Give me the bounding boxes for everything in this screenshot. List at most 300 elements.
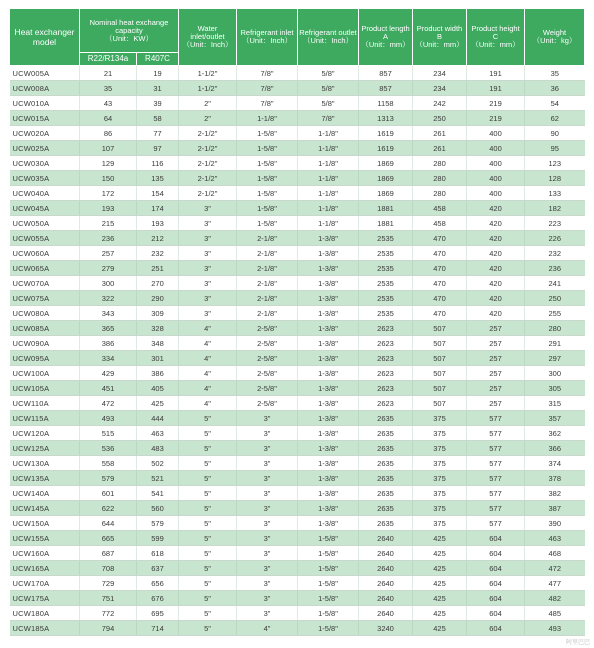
cell-width: 425 (413, 591, 467, 606)
cell-capacity-r407c: 463 (137, 426, 179, 441)
cell-capacity-r407c: 174 (137, 201, 179, 216)
cell-weight: 463 (525, 531, 585, 546)
cell-length: 1869 (359, 156, 413, 171)
cell-height: 400 (467, 141, 525, 156)
cell-length: 2635 (359, 486, 413, 501)
table-row (10, 321, 585, 336)
cell-height: 420 (467, 291, 525, 306)
header-refrigerant-inlet: Refrigerant inlet （Unit：Inch） (237, 9, 298, 66)
cell-weight: 297 (525, 351, 585, 366)
header-capacity-r22: R22/R134a (80, 53, 137, 66)
cell-refrigerant-outlet: 1-1/8" (298, 156, 359, 171)
cell-refrigerant-inlet: 3" (237, 516, 298, 531)
cell-refrigerant-inlet: 1-5/8" (237, 156, 298, 171)
cell-refrigerant-outlet: 1-3/8" (298, 426, 359, 441)
cell-refrigerant-inlet: 3" (237, 606, 298, 621)
cell-height: 420 (467, 246, 525, 261)
cell-capacity-r407c: 232 (137, 246, 179, 261)
cell-refrigerant-outlet: 5/8" (298, 81, 359, 96)
cell-model: UCW085A (10, 321, 80, 336)
cell-model: UCW135A (10, 471, 80, 486)
cell-refrigerant-inlet: 3" (237, 591, 298, 606)
table-row (10, 381, 585, 396)
cell-height: 577 (467, 411, 525, 426)
cell-width: 425 (413, 576, 467, 591)
cell-capacity-r407c: 154 (137, 186, 179, 201)
cell-height: 604 (467, 576, 525, 591)
cell-width: 425 (413, 621, 467, 636)
cell-capacity-r407c: 521 (137, 471, 179, 486)
cell-model: UCW105A (10, 381, 80, 396)
cell-weight: 250 (525, 291, 585, 306)
cell-water: 4" (179, 381, 237, 396)
cell-width: 375 (413, 471, 467, 486)
cell-length: 2623 (359, 381, 413, 396)
cell-model: UCW008A (10, 81, 80, 96)
cell-water: 2" (179, 111, 237, 126)
cell-refrigerant-inlet: 2-1/8" (237, 306, 298, 321)
cell-capacity-r22: 451 (80, 381, 137, 396)
cell-model: UCW155A (10, 531, 80, 546)
table-row (10, 516, 585, 531)
cell-width: 425 (413, 606, 467, 621)
cell-capacity-r407c: 579 (137, 516, 179, 531)
cell-refrigerant-outlet: 5/8" (298, 66, 359, 81)
header-water: Water inlet/outlet （Unit：Inch） (179, 9, 237, 66)
cell-refrigerant-outlet: 1-3/8" (298, 336, 359, 351)
heat-exchanger-spec-table (9, 8, 585, 636)
cell-weight: 35 (525, 66, 585, 81)
table-row (10, 171, 585, 186)
cell-width: 470 (413, 291, 467, 306)
cell-capacity-r22: 343 (80, 306, 137, 321)
cell-water: 1-1/2" (179, 81, 237, 96)
table-row (10, 186, 585, 201)
cell-weight: 315 (525, 396, 585, 411)
cell-weight: 390 (525, 516, 585, 531)
cell-water: 5" (179, 621, 237, 636)
cell-capacity-r407c: 270 (137, 276, 179, 291)
table-row (10, 486, 585, 501)
cell-refrigerant-outlet: 1-3/8" (298, 471, 359, 486)
cell-length: 2635 (359, 426, 413, 441)
cell-height: 257 (467, 381, 525, 396)
cell-refrigerant-outlet: 1-3/8" (298, 396, 359, 411)
cell-capacity-r22: 708 (80, 561, 137, 576)
cell-water: 5" (179, 606, 237, 621)
cell-height: 420 (467, 231, 525, 246)
cell-capacity-r22: 729 (80, 576, 137, 591)
cell-width: 507 (413, 396, 467, 411)
cell-capacity-r407c: 444 (137, 411, 179, 426)
cell-capacity-r407c: 301 (137, 351, 179, 366)
table-row (10, 261, 585, 276)
cell-capacity-r407c: 19 (137, 66, 179, 81)
cell-capacity-r407c: 290 (137, 291, 179, 306)
cell-refrigerant-outlet: 1-3/8" (298, 516, 359, 531)
cell-water: 5" (179, 576, 237, 591)
cell-capacity-r22: 687 (80, 546, 137, 561)
cell-water: 5" (179, 516, 237, 531)
table-row (10, 576, 585, 591)
table-body (10, 66, 585, 636)
table-row (10, 456, 585, 471)
cell-refrigerant-inlet: 2-1/8" (237, 246, 298, 261)
cell-weight: 493 (525, 621, 585, 636)
cell-capacity-r407c: 193 (137, 216, 179, 231)
cell-model: UCW170A (10, 576, 80, 591)
cell-height: 257 (467, 336, 525, 351)
cell-refrigerant-inlet: 1-5/8" (237, 171, 298, 186)
cell-water: 2" (179, 96, 237, 111)
cell-capacity-r22: 536 (80, 441, 137, 456)
cell-model: UCW060A (10, 246, 80, 261)
cell-water: 4" (179, 321, 237, 336)
cell-refrigerant-outlet: 1-3/8" (298, 456, 359, 471)
cell-water: 5" (179, 411, 237, 426)
cell-water: 3" (179, 261, 237, 276)
cell-height: 219 (467, 111, 525, 126)
cell-weight: 90 (525, 126, 585, 141)
cell-water: 5" (179, 546, 237, 561)
cell-length: 1619 (359, 141, 413, 156)
cell-capacity-r22: 472 (80, 396, 137, 411)
cell-model: UCW055A (10, 231, 80, 246)
cell-capacity-r407c: 31 (137, 81, 179, 96)
cell-model: UCW025A (10, 141, 80, 156)
header-weight: Weight （Unit：kg） (525, 9, 585, 66)
cell-capacity-r22: 365 (80, 321, 137, 336)
cell-refrigerant-outlet: 1-1/8" (298, 141, 359, 156)
cell-length: 2535 (359, 246, 413, 261)
cell-model: UCW100A (10, 366, 80, 381)
cell-weight: 223 (525, 216, 585, 231)
cell-weight: 477 (525, 576, 585, 591)
cell-capacity-r407c: 405 (137, 381, 179, 396)
cell-water: 5" (179, 486, 237, 501)
cell-width: 470 (413, 261, 467, 276)
cell-capacity-r22: 665 (80, 531, 137, 546)
cell-height: 577 (467, 516, 525, 531)
cell-refrigerant-outlet: 1-5/8" (298, 561, 359, 576)
cell-capacity-r22: 751 (80, 591, 137, 606)
table-row (10, 621, 585, 636)
cell-height: 420 (467, 276, 525, 291)
cell-height: 577 (467, 486, 525, 501)
table-row (10, 126, 585, 141)
cell-refrigerant-outlet: 1-3/8" (298, 486, 359, 501)
table-row (10, 276, 585, 291)
cell-weight: 133 (525, 186, 585, 201)
cell-height: 420 (467, 306, 525, 321)
header-height: Product height C （Unit：mm） (467, 9, 525, 66)
table-row (10, 66, 585, 81)
cell-capacity-r407c: 599 (137, 531, 179, 546)
table-row (10, 336, 585, 351)
cell-capacity-r407c: 58 (137, 111, 179, 126)
cell-height: 577 (467, 426, 525, 441)
cell-model: UCW035A (10, 171, 80, 186)
table-row (10, 441, 585, 456)
cell-capacity-r22: 515 (80, 426, 137, 441)
cell-capacity-r22: 86 (80, 126, 137, 141)
cell-refrigerant-outlet: 1-5/8" (298, 621, 359, 636)
cell-model: UCW140A (10, 486, 80, 501)
cell-water: 5" (179, 591, 237, 606)
cell-capacity-r22: 236 (80, 231, 137, 246)
cell-refrigerant-inlet: 3" (237, 576, 298, 591)
table-row (10, 546, 585, 561)
cell-weight: 305 (525, 381, 585, 396)
cell-refrigerant-inlet: 2-5/8" (237, 381, 298, 396)
cell-capacity-r407c: 386 (137, 366, 179, 381)
cell-capacity-r22: 215 (80, 216, 137, 231)
cell-weight: 95 (525, 141, 585, 156)
cell-height: 191 (467, 81, 525, 96)
cell-length: 2623 (359, 321, 413, 336)
cell-model: UCW110A (10, 396, 80, 411)
table-header (10, 9, 585, 66)
cell-length: 2635 (359, 516, 413, 531)
cell-water: 2-1/2" (179, 171, 237, 186)
cell-model: UCW095A (10, 351, 80, 366)
cell-capacity-r407c: 560 (137, 501, 179, 516)
cell-model: UCW180A (10, 606, 80, 621)
cell-refrigerant-inlet: 1-5/8" (237, 216, 298, 231)
cell-capacity-r407c: 77 (137, 126, 179, 141)
cell-length: 2623 (359, 396, 413, 411)
table-row (10, 201, 585, 216)
cell-height: 577 (467, 456, 525, 471)
cell-width: 425 (413, 561, 467, 576)
header-refrigerant-outlet: Refrigerant outlet （Unit：Inch） (298, 9, 359, 66)
cell-refrigerant-outlet: 1-5/8" (298, 576, 359, 591)
table-row (10, 411, 585, 426)
cell-capacity-r407c: 618 (137, 546, 179, 561)
cell-refrigerant-outlet: 1-3/8" (298, 246, 359, 261)
cell-refrigerant-outlet: 1-3/8" (298, 366, 359, 381)
cell-capacity-r407c: 676 (137, 591, 179, 606)
cell-width: 261 (413, 126, 467, 141)
cell-refrigerant-outlet: 5/8" (298, 96, 359, 111)
cell-capacity-r407c: 97 (137, 141, 179, 156)
cell-refrigerant-outlet: 1-3/8" (298, 261, 359, 276)
table-row (10, 351, 585, 366)
cell-capacity-r407c: 695 (137, 606, 179, 621)
cell-water: 3" (179, 276, 237, 291)
cell-height: 257 (467, 396, 525, 411)
table-row (10, 306, 585, 321)
cell-water: 2-1/2" (179, 156, 237, 171)
cell-weight: 241 (525, 276, 585, 291)
cell-length: 2635 (359, 456, 413, 471)
cell-capacity-r22: 21 (80, 66, 137, 81)
cell-model: UCW080A (10, 306, 80, 321)
cell-refrigerant-outlet: 1-5/8" (298, 546, 359, 561)
cell-weight: 280 (525, 321, 585, 336)
cell-capacity-r22: 493 (80, 411, 137, 426)
cell-width: 470 (413, 276, 467, 291)
cell-model: UCW020A (10, 126, 80, 141)
cell-weight: 374 (525, 456, 585, 471)
cell-width: 280 (413, 156, 467, 171)
cell-refrigerant-inlet: 7/8" (237, 81, 298, 96)
cell-weight: 300 (525, 366, 585, 381)
cell-weight: 362 (525, 426, 585, 441)
cell-refrigerant-outlet: 1-3/8" (298, 306, 359, 321)
cell-weight: 387 (525, 501, 585, 516)
cell-height: 604 (467, 546, 525, 561)
cell-refrigerant-inlet: 7/8" (237, 66, 298, 81)
cell-width: 375 (413, 456, 467, 471)
cell-refrigerant-inlet: 3" (237, 441, 298, 456)
cell-capacity-r407c: 39 (137, 96, 179, 111)
cell-refrigerant-inlet: 3" (237, 456, 298, 471)
table-row (10, 231, 585, 246)
cell-height: 604 (467, 591, 525, 606)
cell-capacity-r407c: 483 (137, 441, 179, 456)
cell-model: UCW125A (10, 441, 80, 456)
table-row (10, 531, 585, 546)
cell-width: 507 (413, 336, 467, 351)
cell-water: 5" (179, 471, 237, 486)
cell-width: 425 (413, 546, 467, 561)
cell-height: 604 (467, 606, 525, 621)
table-row (10, 591, 585, 606)
cell-height: 191 (467, 66, 525, 81)
cell-length: 2635 (359, 441, 413, 456)
cell-weight: 482 (525, 591, 585, 606)
cell-refrigerant-inlet: 3" (237, 486, 298, 501)
cell-capacity-r22: 644 (80, 516, 137, 531)
cell-refrigerant-inlet: 3" (237, 561, 298, 576)
cell-capacity-r407c: 328 (137, 321, 179, 336)
cell-water: 5" (179, 501, 237, 516)
header-length: Product length A （Unit：mm） (359, 9, 413, 66)
cell-model: UCW120A (10, 426, 80, 441)
cell-model: UCW175A (10, 591, 80, 606)
cell-model: UCW150A (10, 516, 80, 531)
cell-refrigerant-inlet: 1-5/8" (237, 201, 298, 216)
cell-length: 2635 (359, 501, 413, 516)
cell-water: 5" (179, 561, 237, 576)
cell-length: 2640 (359, 576, 413, 591)
cell-length: 2640 (359, 546, 413, 561)
cell-width: 250 (413, 111, 467, 126)
cell-capacity-r22: 279 (80, 261, 137, 276)
cell-refrigerant-inlet: 2-1/8" (237, 261, 298, 276)
table-row (10, 561, 585, 576)
cell-height: 604 (467, 561, 525, 576)
cell-width: 507 (413, 351, 467, 366)
header-capacity-r407c: R407C (137, 53, 179, 66)
cell-capacity-r407c: 541 (137, 486, 179, 501)
cell-water: 1-1/2" (179, 66, 237, 81)
cell-length: 2635 (359, 411, 413, 426)
watermark: 阿里巴巴 (565, 640, 590, 646)
cell-length: 1313 (359, 111, 413, 126)
cell-width: 375 (413, 441, 467, 456)
cell-width: 470 (413, 231, 467, 246)
cell-model: UCW015A (10, 111, 80, 126)
cell-length: 2535 (359, 276, 413, 291)
cell-height: 604 (467, 621, 525, 636)
cell-water: 3" (179, 201, 237, 216)
cell-refrigerant-inlet: 1-5/8" (237, 141, 298, 156)
header-capacity: Nominal heat exchange capacity （Unit：KW） (80, 9, 179, 53)
cell-refrigerant-outlet: 1-3/8" (298, 381, 359, 396)
cell-refrigerant-inlet: 4" (237, 621, 298, 636)
table-row (10, 471, 585, 486)
cell-height: 257 (467, 321, 525, 336)
cell-width: 458 (413, 201, 467, 216)
cell-refrigerant-outlet: 1-1/8" (298, 186, 359, 201)
cell-capacity-r22: 172 (80, 186, 137, 201)
cell-width: 507 (413, 381, 467, 396)
cell-length: 2640 (359, 606, 413, 621)
cell-width: 280 (413, 186, 467, 201)
cell-model: UCW115A (10, 411, 80, 426)
cell-height: 219 (467, 96, 525, 111)
cell-model: UCW130A (10, 456, 80, 471)
cell-water: 4" (179, 351, 237, 366)
cell-refrigerant-outlet: 1-3/8" (298, 351, 359, 366)
cell-length: 2535 (359, 261, 413, 276)
cell-capacity-r407c: 425 (137, 396, 179, 411)
cell-capacity-r22: 193 (80, 201, 137, 216)
cell-length: 1881 (359, 216, 413, 231)
cell-height: 420 (467, 216, 525, 231)
cell-height: 577 (467, 441, 525, 456)
cell-length: 1869 (359, 186, 413, 201)
cell-width: 470 (413, 306, 467, 321)
cell-length: 2535 (359, 291, 413, 306)
cell-refrigerant-inlet: 1-5/8" (237, 186, 298, 201)
cell-refrigerant-inlet: 2-5/8" (237, 321, 298, 336)
cell-height: 420 (467, 261, 525, 276)
cell-water: 5" (179, 456, 237, 471)
cell-capacity-r22: 622 (80, 501, 137, 516)
cell-refrigerant-outlet: 1-3/8" (298, 411, 359, 426)
cell-capacity-r22: 601 (80, 486, 137, 501)
cell-capacity-r22: 579 (80, 471, 137, 486)
cell-refrigerant-outlet: 1-5/8" (298, 591, 359, 606)
cell-capacity-r22: 300 (80, 276, 137, 291)
cell-model: UCW005A (10, 66, 80, 81)
cell-capacity-r407c: 348 (137, 336, 179, 351)
cell-model: UCW010A (10, 96, 80, 111)
cell-capacity-r407c: 309 (137, 306, 179, 321)
cell-water: 2-1/2" (179, 141, 237, 156)
cell-length: 2640 (359, 591, 413, 606)
cell-model: UCW165A (10, 561, 80, 576)
cell-width: 375 (413, 411, 467, 426)
cell-length: 2640 (359, 531, 413, 546)
cell-weight: 255 (525, 306, 585, 321)
cell-width: 375 (413, 501, 467, 516)
cell-refrigerant-inlet: 2-1/8" (237, 276, 298, 291)
cell-refrigerant-outlet: 1-3/8" (298, 276, 359, 291)
cell-model: UCW050A (10, 216, 80, 231)
cell-refrigerant-outlet: 1-3/8" (298, 231, 359, 246)
cell-weight: 378 (525, 471, 585, 486)
cell-water: 3" (179, 246, 237, 261)
cell-model: UCW090A (10, 336, 80, 351)
cell-height: 604 (467, 531, 525, 546)
cell-height: 257 (467, 351, 525, 366)
cell-capacity-r22: 386 (80, 336, 137, 351)
cell-water: 4" (179, 366, 237, 381)
